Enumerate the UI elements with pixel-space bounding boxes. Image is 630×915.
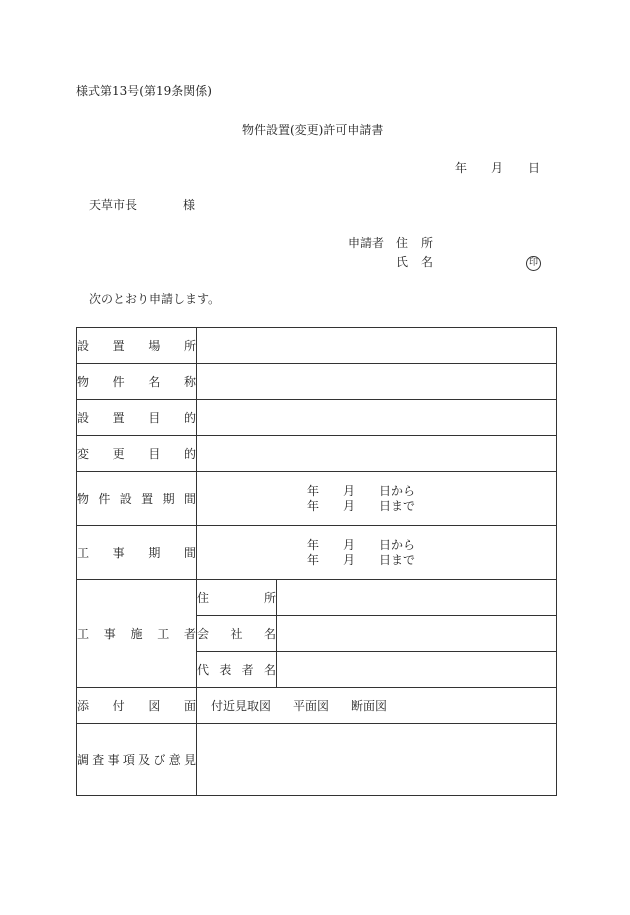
applicant-address-label-1: 住: [396, 236, 409, 250]
label-work-period: 工 事 期 間: [77, 526, 197, 580]
row-object-name: [77, 364, 557, 400]
attachment-section: 断面図: [351, 698, 388, 713]
field-install-period[interactable]: [197, 472, 557, 526]
row-purpose: [77, 400, 557, 436]
field-location[interactable]: [197, 328, 557, 364]
field-contractor-company[interactable]: [277, 616, 557, 652]
date-year: 年: [455, 161, 468, 175]
label-contractor-address: 住 所: [197, 580, 277, 616]
work-period-from: 年 月 日から: [307, 538, 416, 552]
attachment-vicinity-map: 付近見取図: [211, 698, 272, 713]
date-month: 月: [491, 161, 504, 175]
applicant-name-label-2: 名: [421, 255, 434, 269]
field-change-purpose[interactable]: [197, 436, 557, 472]
label-change-purpose: 変 更 目 的: [77, 436, 197, 472]
applicant-name-label-1: 氏: [396, 255, 409, 269]
label-object-name: 物 件 名 称: [77, 364, 197, 400]
attachment-plan: 平面図: [293, 698, 330, 713]
work-period-to: 年 月 日まで: [307, 553, 416, 567]
label-purpose: 設 置 目 的: [77, 400, 197, 436]
label-attachments: 添 付 図 面: [77, 688, 197, 724]
label-location: 設 置 場 所: [77, 328, 197, 364]
date-day: 日: [528, 161, 541, 175]
field-work-period[interactable]: [197, 526, 557, 580]
applicant-label: 申請者: [348, 236, 385, 250]
install-period-to: 年 月 日まで: [307, 499, 416, 513]
applicant-address-label-2: 所: [421, 236, 434, 250]
row-contractor-address: [77, 580, 557, 616]
field-contractor-address[interactable]: [277, 580, 557, 616]
form-number: 様式第13号(第19条関係): [76, 84, 212, 98]
row-attachments: [77, 688, 557, 724]
row-change-purpose: [77, 436, 557, 472]
intro-text: 次のとおり申請します。: [89, 292, 221, 306]
label-contractor-company: 会 社 名: [197, 616, 277, 652]
row-survey: [77, 724, 557, 796]
row-install-period: [77, 472, 557, 526]
row-work-period: [77, 526, 557, 580]
field-survey[interactable]: [197, 724, 557, 796]
label-install-period: 物 件 設 置 期 間: [77, 472, 197, 526]
application-table: [76, 327, 557, 796]
addressee-name: 天草市長: [89, 198, 138, 212]
field-attachments: [197, 688, 557, 724]
label-contractor: 工 事 施 工 者: [77, 580, 197, 688]
field-contractor-rep[interactable]: [277, 652, 557, 688]
field-purpose[interactable]: [197, 400, 557, 436]
addressee-honorific: 様: [183, 198, 196, 212]
page-title: 物件設置(変更)許可申請書: [242, 123, 384, 137]
seal-mark: 印: [526, 256, 541, 271]
row-location: [77, 328, 557, 364]
field-object-name[interactable]: [197, 364, 557, 400]
label-survey: 調 査 事 項 及 び 意 見: [77, 724, 197, 796]
install-period-from: 年 月 日から: [307, 484, 416, 498]
label-contractor-rep: 代 表 者 名: [197, 652, 277, 688]
